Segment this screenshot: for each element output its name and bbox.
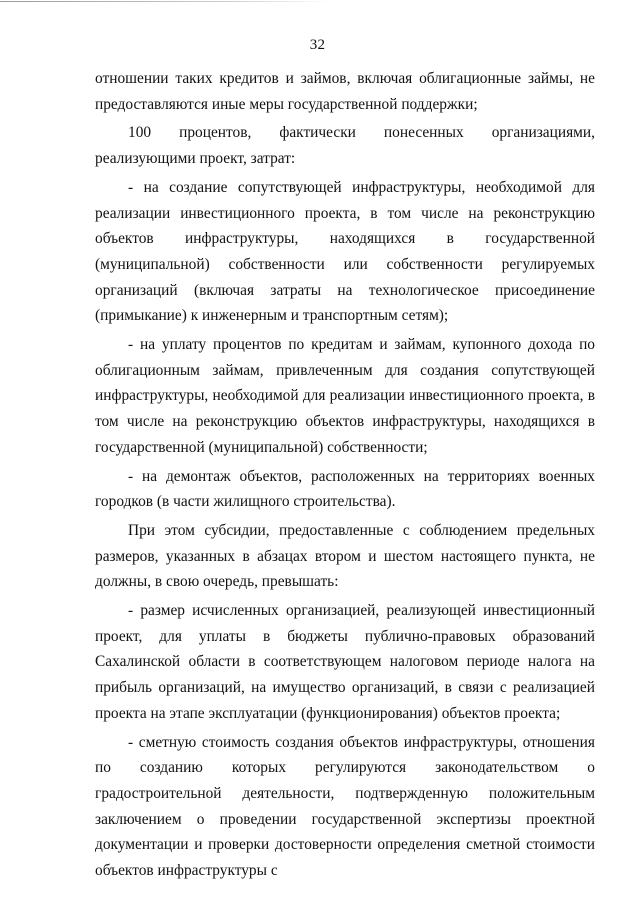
list-item: - на демонтаж объектов, расположенных на территориях военных городков (в части жилищного строительства). (95, 467, 595, 511)
list-item: - на уплату процентов по кредитам и займам, купонного дохода по облигационным займам, привлеченным для создания сопутствующей инфраструктуры, необходимой для реализации инвестиционного проекта, в том числе на реконструкцию объектов инфраструктуры, находящихся в государственной (муниципальной) собственности; (95, 336, 595, 456)
list-item: - на создание сопутствующей инфраструктуры, необходимой для реализации инвестиционного проекта, в том числе на реконструкцию объектов инфраструктуры, находящихся в государственной (муниципальной) собственности или собственности регулируемых организаций (включая затраты на технологическое присоединение (примыкание) к инженерным и транспортным сетям); (95, 178, 595, 325)
document-body (95, 66, 595, 887)
paragraph: При этом субсидии, предоставленные с соблюдением предельных размеров, указанных в абзацах втором и шестом настоящего пункта, не должны, в свою очередь, превышать: (95, 521, 595, 591)
scan-top-rule (0, 1, 330, 2)
paragraph: отношении таких кредитов и займов, включая облигационные займы, не предоставляются иные меры государственной поддержки; (95, 70, 595, 113)
list-item: - сметную стоимость создания объектов инфраструктуры, отношения по созданию которых регулируются законодательством о градостроительной деятельности, подтвержденную положительным заключением о проведении государственной экспертизы проектной документации и проверки достоверности определения сметной стоимости объектов инфраструктуры с (95, 733, 595, 880)
paragraph: 100 процентов, фактически понесенных организациями, реализующими проект, затрат: (95, 124, 595, 168)
list-item: - размер исчисленных организацией, реализующей инвестиционный проект, для уплаты в бюджеты публично-правовых образований Сахалинской области в соответствующем налоговом периоде налога на прибыль организаций, на имущество организаций, в связи с реализацией проекта на этапе эксплуатации (функционирования) объектов проекта; (95, 602, 595, 722)
page-number: 32 (309, 37, 326, 53)
